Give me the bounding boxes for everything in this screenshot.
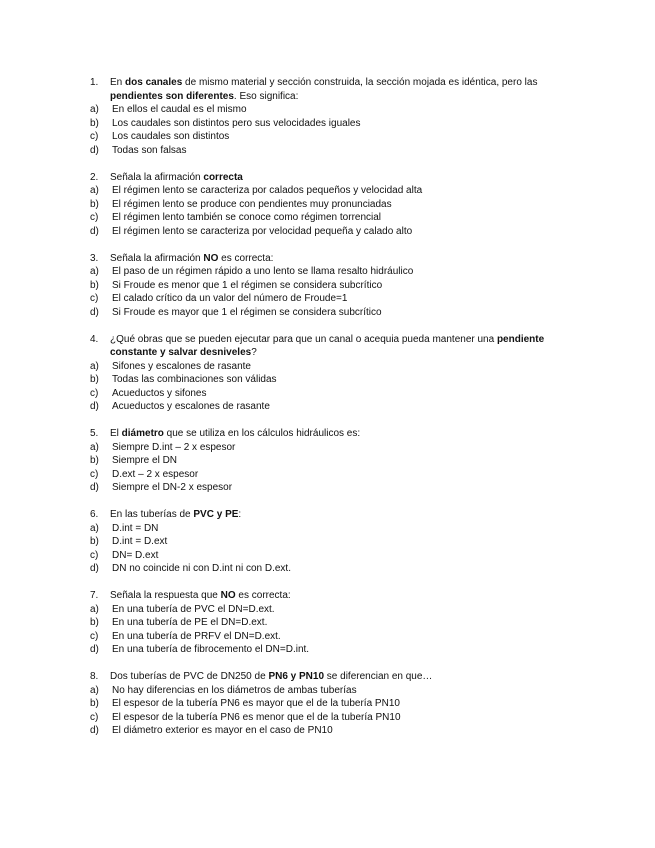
option-letter: c) [90,131,99,142]
option-letter: b) [90,455,99,466]
question-8 [90,670,570,738]
question-text-fragment: Señala la afirmación [110,171,204,183]
answer-option [90,103,570,117]
question-text [110,427,570,441]
option-text: D.ext – 2 x espesor [112,468,199,480]
answer-option [90,468,570,482]
option-letter: c) [90,630,99,642]
option-text: Todas son falsas [112,144,187,156]
answer-option [90,198,570,212]
answer-option [90,279,570,293]
question-text-fragment: En [110,77,126,88]
question-text-fragment: de mismo material y sección construida, la sección mojada es idéntica, pero las [182,77,538,88]
option-text: Acueductos y sifones [112,387,207,399]
question-text-fragment: Dos tuberías de PVC de DN250 de [110,671,269,682]
option-text: En una tubería de PE el DN=D.ext. [112,617,268,628]
question-text-emphasis: PN6 y PN10 [268,671,325,682]
answer-option [90,481,570,495]
answer-option [90,306,570,320]
option-text: Si Froude es menor que 1 el régimen se considera subcrítico [112,279,383,291]
option-letter: d) [90,482,99,493]
question-text [110,589,570,603]
question-text-fragment: ? [251,347,257,358]
answer-option [90,724,570,738]
option-text: En una tubería de PRFV el DN=D.ext. [112,630,281,642]
option-letter: d) [90,644,99,655]
answer-option [90,535,570,549]
option-letter: c) [90,293,99,304]
option-letter: d) [90,401,99,412]
question-text-fragment: se diferencian en que… [324,671,433,682]
answer-option [90,603,570,617]
questions-list [90,76,570,751]
option-text: El espesor de la tubería PN6 es menor que el de la tubería PN10 [112,711,401,723]
option-letter: c) [90,212,99,223]
option-letter: a) [90,185,99,196]
answer-option [90,643,570,657]
option-text: D.int = DN [112,522,159,534]
question-stem [90,427,570,441]
option-letter: a) [90,603,99,615]
question-6 [90,508,570,576]
option-text: No hay diferencias en los diámetros de ambas tuberías [112,684,357,696]
question-stem [90,76,570,103]
option-text: El diámetro exterior es mayor en el caso de PN10 [112,725,333,736]
option-letter: a) [90,266,99,277]
answer-option [90,265,570,279]
question-text-emphasis: dos canales [125,77,183,88]
question-text [110,171,570,185]
option-letter: d) [90,725,99,736]
question-text-fragment: . Eso significa: [233,90,299,102]
option-text: Si Froude es mayor que 1 el régimen se considera subcrítico [112,306,382,318]
question-stem [90,171,570,185]
answer-option [90,225,570,239]
question-text-emphasis: NO [220,590,236,601]
question-text [110,76,570,103]
option-letter: c) [90,549,99,561]
answer-option [90,117,570,131]
option-letter: c) [90,387,99,399]
option-text: Acueductos y escalones de rasante [112,401,270,412]
answer-option [90,697,570,711]
option-letter: c) [90,711,99,723]
question-text-emphasis: pendientes son diferentes [110,90,234,102]
question-5 [90,427,570,495]
option-text: El régimen lento se caracteriza por calados pequeños y velocidad alta [112,185,423,196]
answer-option [90,549,570,563]
option-text: En ellos el caudal es el mismo [112,104,247,115]
question-text-emphasis: NO [203,252,219,264]
option-text: El régimen lento se produce con pendientes muy pronunciadas [112,198,392,210]
option-text: El régimen lento también se conoce como régimen torrencial [112,212,382,223]
option-text: Los caudales son distintos [112,131,230,142]
question-number: 2. [90,171,99,183]
option-text: El régimen lento se caracteriza por velocidad pequeña y calado alto [112,225,413,237]
question-text-fragment: Señala la afirmación [110,252,204,264]
question-number: 4. [90,333,99,345]
question-stem [90,252,570,266]
answer-option [90,144,570,158]
answer-option [90,562,570,576]
question-3 [90,252,570,320]
option-text: El calado crítico da un valor del número de Froude=1 [112,293,348,304]
answer-option [90,441,570,455]
option-letter: b) [90,279,99,291]
option-letter: b) [90,117,99,129]
question-text-emphasis: pendiente constante y salvar desniveles [110,333,545,358]
answer-option [90,454,570,468]
answer-option [90,616,570,630]
option-letter: d) [90,563,99,574]
option-text: Sifones y escalones de rasante [112,360,251,372]
option-text: DN no coincide ni con D.int ni con D.ext. [112,563,291,574]
answer-option [90,373,570,387]
question-stem [90,589,570,603]
question-text-fragment: El [110,428,122,439]
question-number: 6. [90,509,99,520]
question-text [110,508,570,522]
answer-option [90,387,570,401]
question-7 [90,589,570,657]
question-number: 3. [90,252,99,264]
option-text: D.int = D.ext [112,536,168,547]
question-number: 8. [90,671,99,682]
option-text: Siempre D.int – 2 x espesor [112,441,236,453]
option-text: El espesor de la tubería PN6 es mayor que el de la tubería PN10 [112,698,400,709]
question-text-fragment: : [238,509,242,520]
answer-option [90,211,570,225]
option-text: El paso de un régimen rápido a uno lento se llama resalto hidráulico [112,266,414,277]
option-letter: a) [90,104,99,115]
option-text: Todas las combinaciones son válidas [112,374,277,385]
option-letter: a) [90,441,99,453]
option-text: DN= D.ext [112,549,159,561]
answer-option [90,630,570,644]
question-stem [90,333,570,360]
question-number: 5. [90,428,99,439]
question-text-fragment: ¿Qué obras que se pueden ejecutar para que un canal o acequia pueda mantener una [110,333,497,345]
option-letter: d) [90,144,99,156]
answer-option [90,184,570,198]
question-text-fragment: es correcta: [218,252,274,264]
question-number: 1. [90,77,99,88]
question-text-fragment: Señala la respuesta que [110,590,221,601]
option-letter: a) [90,522,99,534]
option-letter: a) [90,360,99,372]
question-text [110,670,570,684]
question-text [110,252,570,266]
option-letter: b) [90,617,99,628]
answer-option [90,130,570,144]
question-4 [90,333,570,414]
option-letter: d) [90,306,99,318]
answer-option [90,522,570,536]
question-text-fragment: es correcta: [235,590,291,601]
question-text-emphasis: correcta [203,171,243,183]
option-text: En una tubería de PVC el DN=D.ext. [112,603,275,615]
option-letter: d) [90,225,99,237]
question-text-fragment: que se utiliza en los cálculos hidráulicos es: [163,428,361,439]
question-text-emphasis: PVC y PE [193,509,239,520]
option-letter: a) [90,684,99,696]
option-text: Siempre el DN-2 x espesor [112,482,233,493]
answer-option [90,684,570,698]
option-text: Siempre el DN [112,455,178,466]
question-text-emphasis: diámetro [121,428,164,439]
answer-option [90,360,570,374]
option-letter: c) [90,468,99,480]
option-letter: b) [90,374,99,385]
option-letter: b) [90,536,99,547]
option-text: Los caudales son distintos pero sus velocidades iguales [112,117,361,129]
option-text: En una tubería de fibrocemento el DN=D.int. [112,644,310,655]
question-text [110,333,570,360]
answer-option [90,400,570,414]
question-2 [90,171,570,239]
question-stem [90,670,570,684]
question-number: 7. [90,590,99,601]
option-letter: b) [90,698,99,709]
question-stem [90,508,570,522]
question-text-fragment: En las tuberías de [110,509,194,520]
question-1 [90,76,570,157]
option-letter: b) [90,198,99,210]
answer-option [90,711,570,725]
answer-option [90,292,570,306]
